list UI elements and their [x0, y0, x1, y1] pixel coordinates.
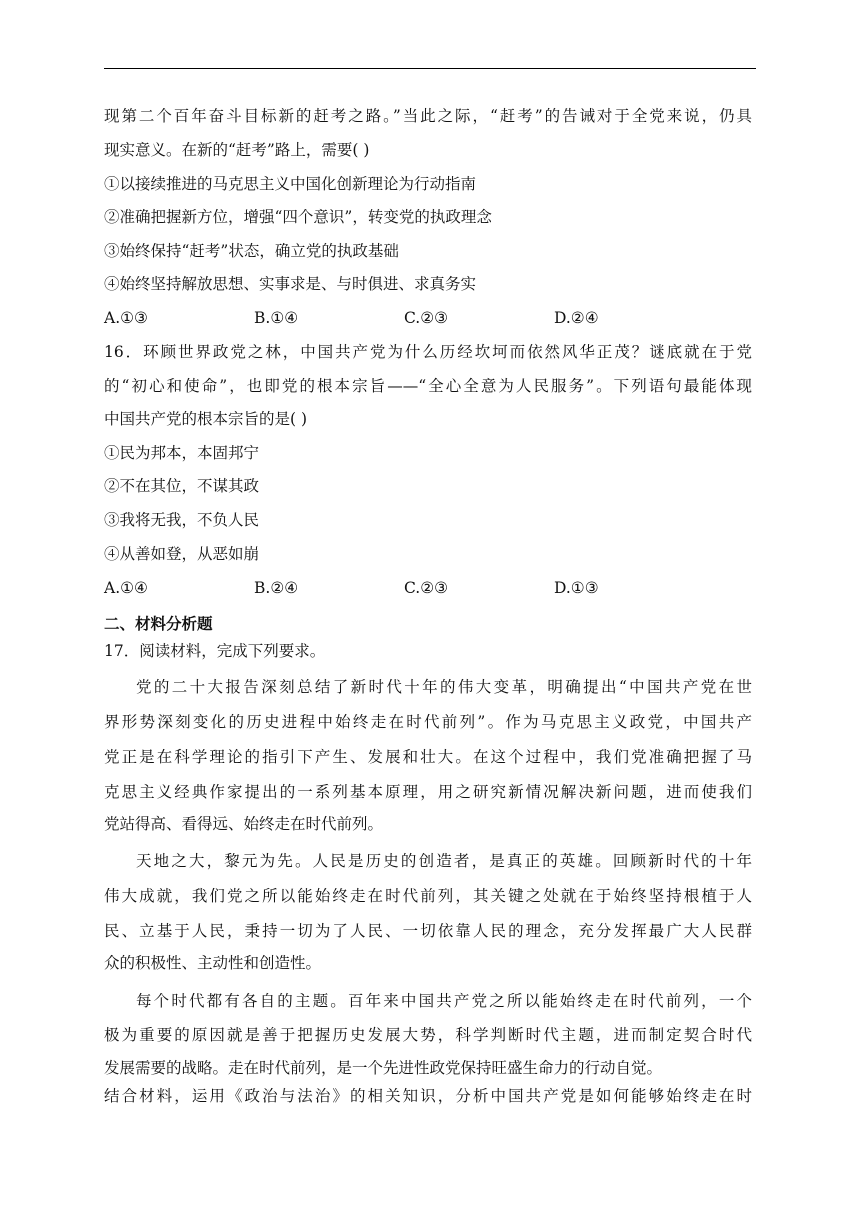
q17-material-p1-line-4: 克思主义经典作家提出的一系列基本原理，用之研究新情况解决新问题，进而使我们	[104, 783, 752, 801]
q15-stem-line-2: 现实意义。在新的“赶考”路上，需要( )	[104, 141, 370, 159]
q15-item-1: ①以接续推进的马克思主义中国化创新理论为行动指南	[104, 175, 477, 193]
q16-option-b: B.②④	[254, 579, 299, 597]
q17-material-p1-line-3: 党正是在科学理论的指引下产生、发展和壮大。在这个过程中，我们党准确把握了马	[104, 748, 752, 766]
q16-item-1: ①民为邦本，本固邦宁	[104, 444, 260, 462]
q17-material-p1-line-5: 党站得高、看得远、始终走在时代前列。	[104, 815, 384, 833]
q16-stem-line-3: 中国共产党的根本宗旨的是( )	[104, 410, 308, 428]
section-heading: 二、材料分析题	[104, 615, 213, 633]
q17-material-p2-line-3: 民、立基于人民，秉持一切为了人民、一切依靠人民的理念，充分发挥最广大人民群	[104, 922, 752, 940]
q16-stem-line-1: 16．环顾世界政党之林，中国共产党为什么历经坎坷而依然风华正茂？谜底就在于党	[104, 343, 752, 361]
q16-item-4: ④从善如登，从恶如崩	[104, 545, 260, 563]
q16-option-d: D.①③	[554, 579, 599, 597]
q17-material-p3-line-1: 每个时代都有各自的主题。百年来中国共产党之所以能始终走在时代前列，一个	[136, 992, 752, 1010]
header-rule	[104, 68, 756, 69]
q16-option-a: A.①④	[104, 579, 148, 597]
q17-material-p3-line-2: 极为重要的原因就是善于把握历史发展大势，科学判断时代主题，进而制定契合时代	[104, 1026, 752, 1044]
q17-material-p3-line-3: 发展需要的战略。走在时代前列，是一个先进性政党保持旺盛生命力的行动自觉。	[104, 1059, 663, 1077]
q15-item-3: ③始终保持“赶考”状态，确立党的执政基础	[104, 242, 399, 260]
q17-material-p2-line-2: 伟大成就，我们党之所以能始终走在时代前列，其关键之处就在于始终坚持根植于人	[104, 887, 752, 905]
q15-option-d: D.②④	[554, 309, 599, 327]
q15-option-c: C.②③	[404, 309, 449, 327]
q15-stem-line-1: 现第二个百年奋斗目标新的赶考之路。”当此之际，“赶考”的告诫对于全党来说，仍具	[104, 107, 752, 125]
q17-intro: 17．阅读材料，完成下列要求。	[104, 642, 326, 660]
q15-item-4: ④始终坚持解放思想、实事求是、与时俱进、求真务实	[104, 275, 477, 293]
q15-option-b: B.①④	[254, 309, 299, 327]
q17-material-p1-line-2: 界形势深刻变化的历史进程中始终走在时代前列”。作为马克思主义政党，中国共产	[104, 713, 752, 731]
q17-material-p2-line-4: 众的积极性、主动性和创造性。	[104, 954, 322, 972]
q17-material-p1-line-1: 党的二十大报告深刻总结了新时代十年的伟大变革，明确提出“中国共产党在世	[136, 678, 752, 696]
q16-stem-line-2: 的“初心和使命”，也即党的根本宗旨——“全心全意为人民服务”。下列语句最能体现	[104, 377, 752, 395]
q15-item-2: ②准确把握新方位，增强“四个意识”，转变党的执政理念	[104, 208, 492, 226]
q16-item-3: ③我将无我，不负人民	[104, 511, 260, 529]
q17-question: 结合材料，运用《政治与法治》的相关知识，分析中国共产党是如何能够始终走在时	[104, 1087, 752, 1105]
q16-item-2: ②不在其位，不谋其政	[104, 477, 260, 495]
q15-option-a: A.①③	[104, 309, 148, 327]
q16-option-c: C.②③	[404, 579, 449, 597]
q17-material-p2-line-1: 天地之大，黎元为先。人民是历史的创造者，是真正的英雄。回顾新时代的十年	[136, 852, 752, 870]
